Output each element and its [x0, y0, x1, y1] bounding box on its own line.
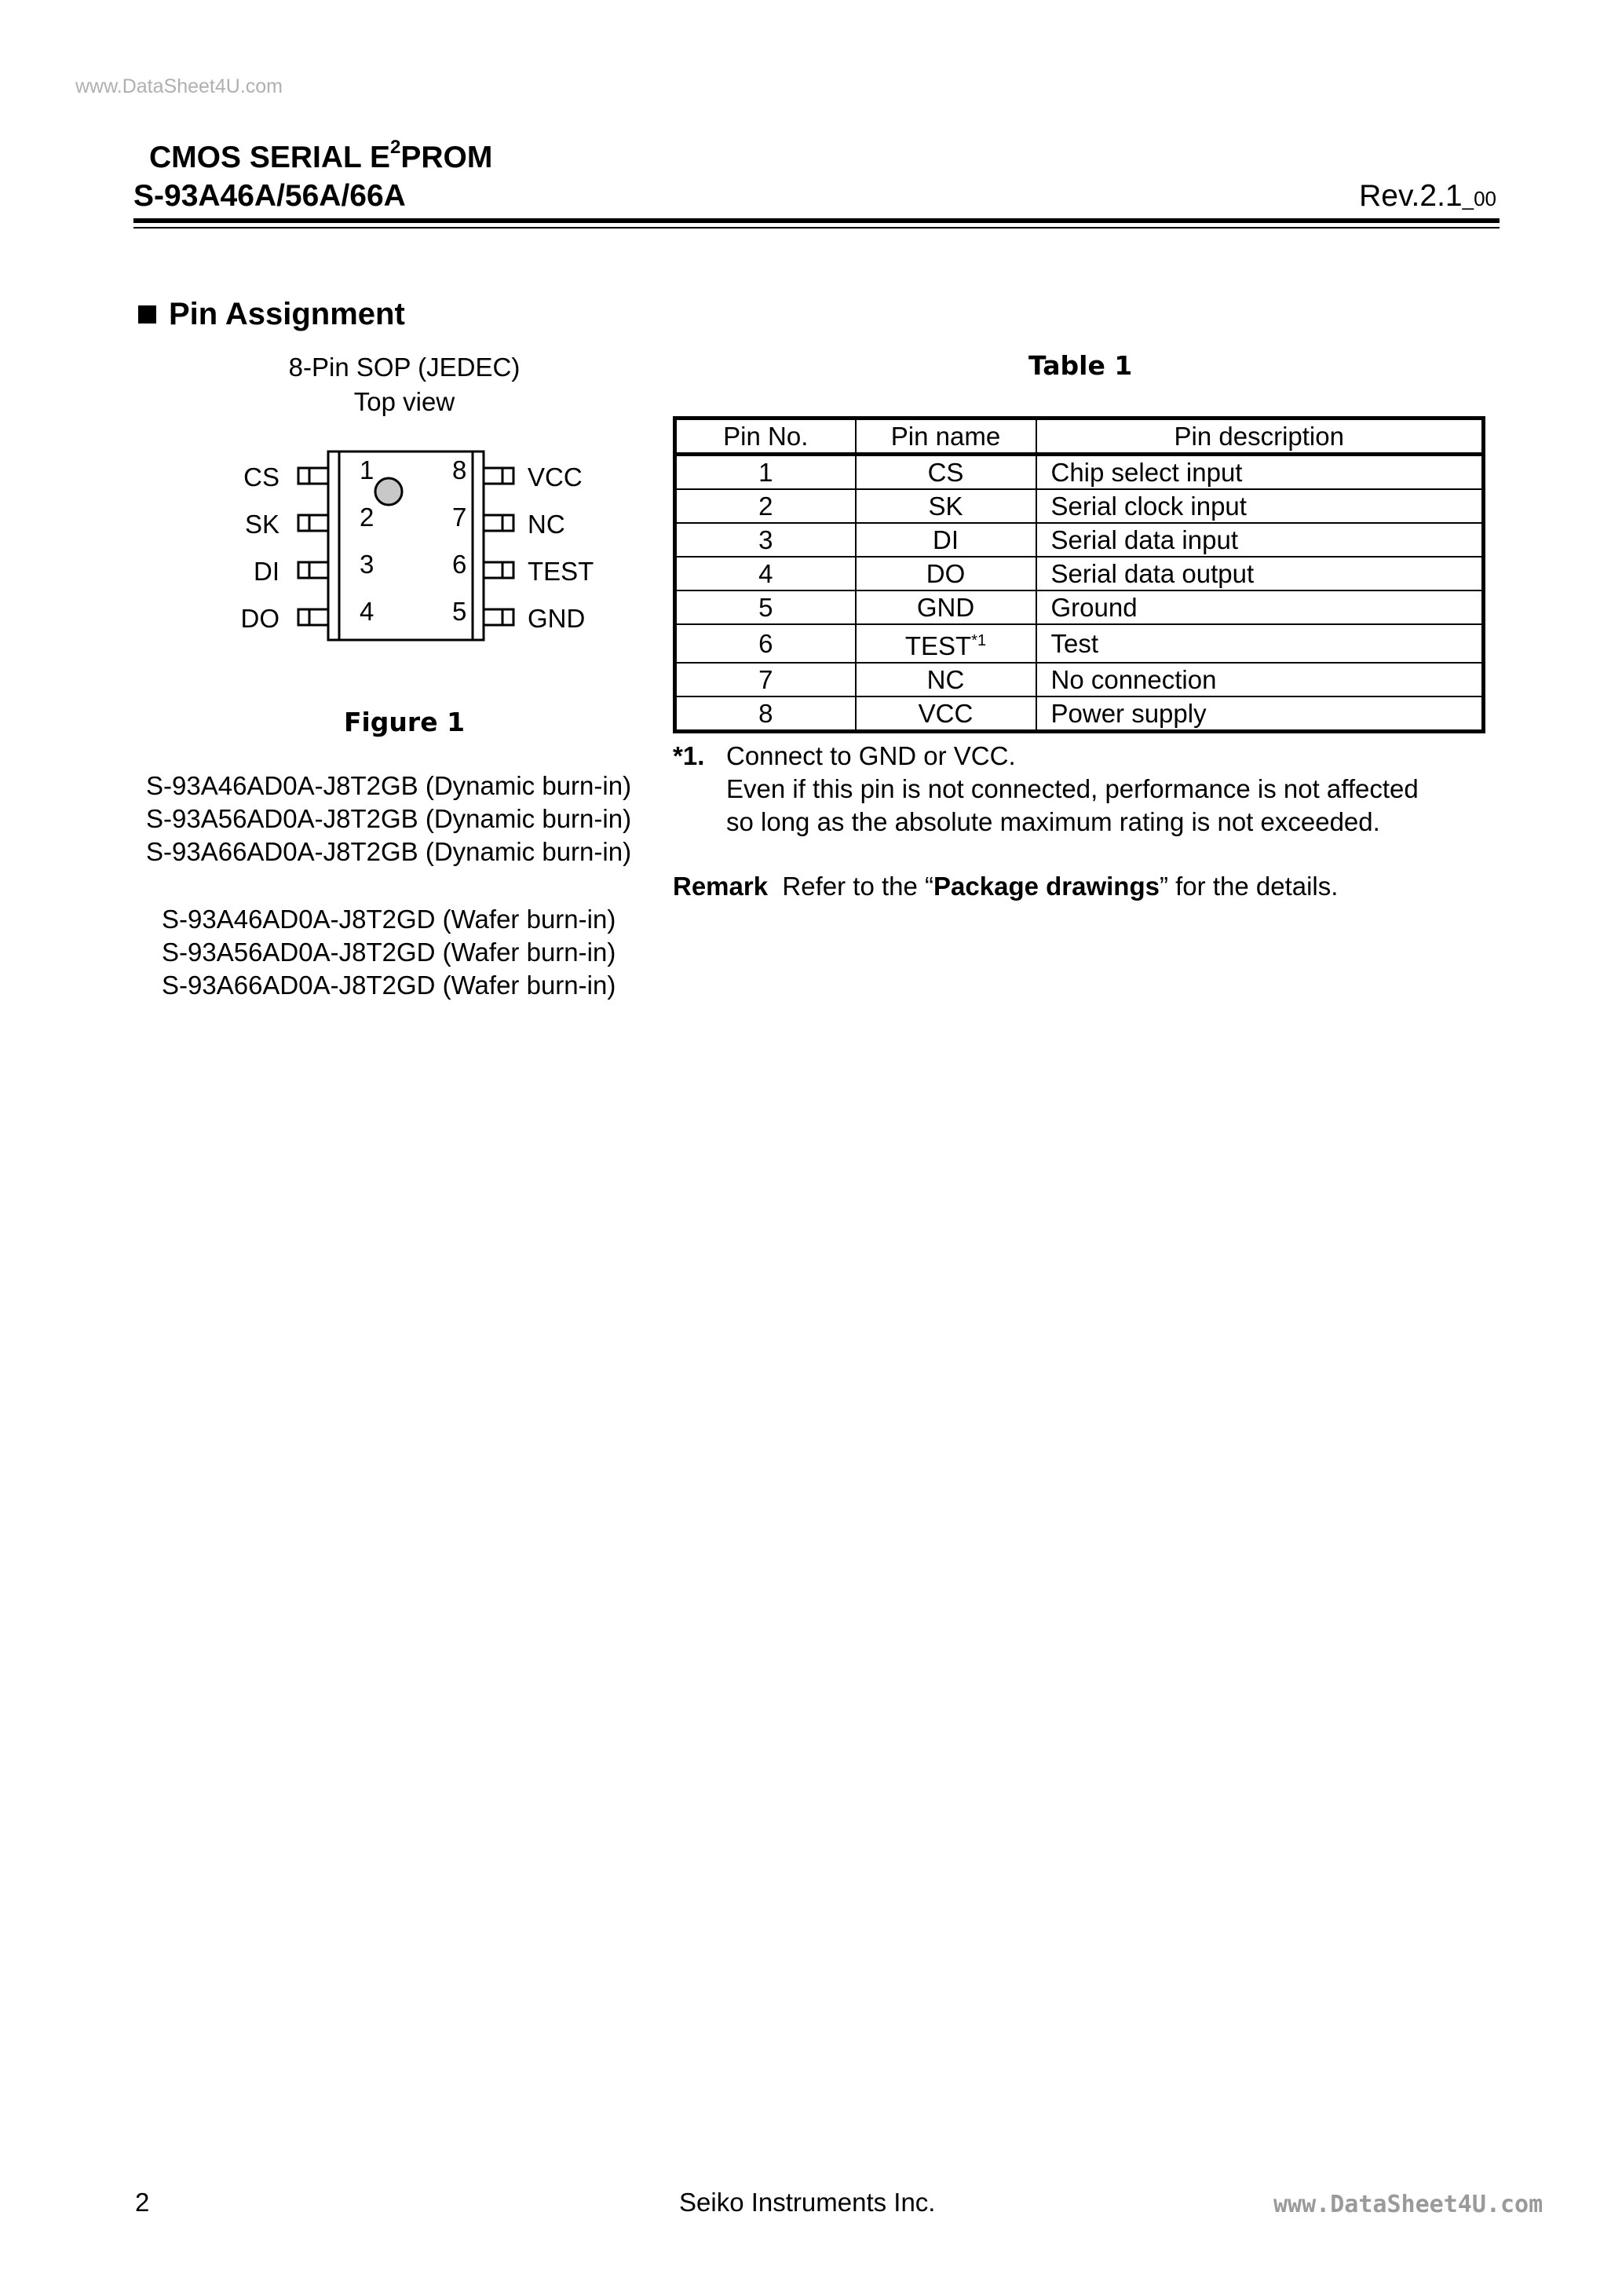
pin-label-right: GND: [528, 604, 586, 633]
table-row: [675, 696, 1484, 732]
cell-pin-name: GND: [856, 590, 1036, 624]
pin-lead: [298, 515, 328, 531]
cell-pin-no: 7: [675, 663, 856, 696]
cell-pin-description: Power supply: [1036, 696, 1484, 732]
section-heading: [138, 297, 405, 332]
footnote-ref: *1: [971, 632, 987, 649]
pin-lead: [298, 468, 328, 484]
pin-lead: [484, 609, 513, 625]
revision-main: Rev.2.1: [1359, 179, 1463, 213]
table-row: [675, 557, 1484, 590]
header-pin-no: Pin No.: [675, 419, 856, 455]
header-rule-thick: [133, 218, 1500, 223]
table-row: [675, 590, 1484, 624]
cell-pin-name: [856, 624, 1036, 663]
remark: [673, 872, 1338, 901]
package-name: 8-Pin SOP (JEDEC): [288, 353, 521, 382]
title-superscript: 2: [390, 137, 401, 158]
cell-pin-no: 3: [675, 523, 856, 557]
remark-bold-text: Package drawings: [933, 872, 1160, 901]
cell-pin-name: CS: [856, 455, 1036, 490]
cell-pin-description: Serial clock input: [1036, 489, 1484, 523]
footer-company: Seiko Instruments Inc.: [679, 2188, 936, 2217]
footnote-text-3: so long as the absolute maximum rating is not exceeded.: [726, 807, 1380, 836]
cell-pin-no: 4: [675, 557, 856, 590]
part-number-item: S-93A56AD0A-J8T2GB (Dynamic burn-in): [146, 804, 632, 833]
footnote-text-2: Even if this pin is not connected, performance is not affected: [726, 774, 1419, 803]
cell-pin-no: 8: [675, 696, 856, 732]
pin-label-right: NC: [528, 510, 565, 539]
pin-number-left: 1: [360, 455, 374, 484]
cell-pin-name: DO: [856, 557, 1036, 590]
table-row: [675, 455, 1484, 490]
cell-pin-name: DI: [856, 523, 1036, 557]
left-pins: [241, 455, 374, 633]
cell-pin-description: Ground: [1036, 590, 1484, 624]
revision: [1359, 179, 1496, 214]
footnote-line-1: [673, 740, 1419, 773]
part-list-dynamic: [146, 770, 631, 868]
pin-number-left: 3: [360, 550, 374, 579]
remark-text-before: Refer to the “: [782, 872, 934, 901]
page-number: 2: [135, 2188, 150, 2217]
table-row: [675, 663, 1484, 696]
figure-caption: [204, 350, 605, 419]
pin-number-right: 8: [452, 455, 467, 484]
part-number-header: S-93A46A/56A/66A: [133, 179, 406, 213]
pin-number-right: 5: [452, 597, 467, 626]
view-label: Top view: [353, 387, 455, 416]
figure-label: Figure 1: [343, 707, 466, 737]
cell-pin-description: Chip select input: [1036, 455, 1484, 490]
header-pin-description: Pin description: [1036, 419, 1484, 455]
cell-pin-description: Test: [1036, 624, 1484, 663]
pin-name-text: TEST: [904, 631, 972, 660]
pin-label-left: DI: [254, 557, 279, 586]
cell-pin-no: 5: [675, 590, 856, 624]
cell-pin-name: VCC: [856, 696, 1036, 732]
pin-lead: [484, 515, 513, 531]
pin-label-right: VCC: [528, 462, 583, 492]
header-rule-thin: [133, 227, 1500, 229]
pin-table: [673, 416, 1485, 733]
title-suffix: PROM: [400, 141, 493, 174]
pin-lead: [484, 562, 513, 578]
footnote: [673, 740, 1419, 839]
pin-label-right: TEST: [528, 557, 594, 586]
cell-pin-name: NC: [856, 663, 1036, 696]
cell-pin-description: Serial data output: [1036, 557, 1484, 590]
pin-lead: [298, 609, 328, 625]
pin-label-left: DO: [240, 604, 279, 633]
pin-number-right: 6: [452, 550, 467, 579]
watermark-top: www.DataSheet4U.com: [75, 75, 283, 97]
cell-pin-no: 6: [675, 624, 856, 663]
pin-label-left: SK: [244, 510, 279, 539]
part-number-item: S-93A46AD0A-J8T2GD (Wafer burn-in): [162, 905, 616, 934]
part-number-item: S-93A56AD0A-J8T2GD (Wafer burn-in): [162, 938, 616, 967]
revision-sub: _00: [1462, 187, 1496, 210]
footnote-mark: *1.: [673, 741, 705, 770]
cell-pin-no: 1: [675, 455, 856, 490]
remark-text-after: ” for the details.: [1159, 872, 1339, 901]
pin-number-left: 2: [360, 503, 374, 532]
pin-number-left: 4: [360, 597, 374, 626]
remark-label: Remark: [673, 872, 769, 901]
part-number-item: S-93A46AD0A-J8T2GB (Dynamic burn-in): [146, 771, 632, 800]
cell-pin-description: Serial data input: [1036, 523, 1484, 557]
part-number-item: S-93A66AD0A-J8T2GB (Dynamic burn-in): [146, 837, 632, 866]
pin-number-right: 7: [452, 503, 467, 532]
part-list-wafer: [162, 903, 616, 1002]
title-prefix: CMOS SERIAL E: [149, 141, 390, 174]
package-diagram: [228, 440, 605, 652]
table-row: [675, 624, 1484, 663]
cell-pin-description: No connection: [1036, 663, 1484, 696]
table-row: [675, 523, 1484, 557]
table-row: [675, 489, 1484, 523]
cell-pin-no: 2: [675, 489, 856, 523]
pin-lead: [484, 468, 513, 484]
square-bullet-icon: [138, 305, 156, 324]
cell-pin-name: SK: [856, 489, 1036, 523]
footnote-text-1: Connect to GND or VCC.: [726, 741, 1016, 770]
part-number-item: S-93A66AD0A-J8T2GD (Wafer burn-in): [162, 971, 616, 1000]
document-title: [149, 137, 493, 175]
pin-lead: [298, 562, 328, 578]
table-title: Table 1: [1028, 350, 1133, 381]
pin-label-left: CS: [243, 462, 279, 492]
table-header-row: [675, 419, 1484, 455]
section-title: Pin Assignment: [169, 297, 405, 331]
watermark-bottom: www.DataSheet4U.com: [1273, 2191, 1543, 2218]
pin1-marker-icon: [375, 478, 402, 505]
header-pin-name: Pin name: [856, 419, 1036, 455]
